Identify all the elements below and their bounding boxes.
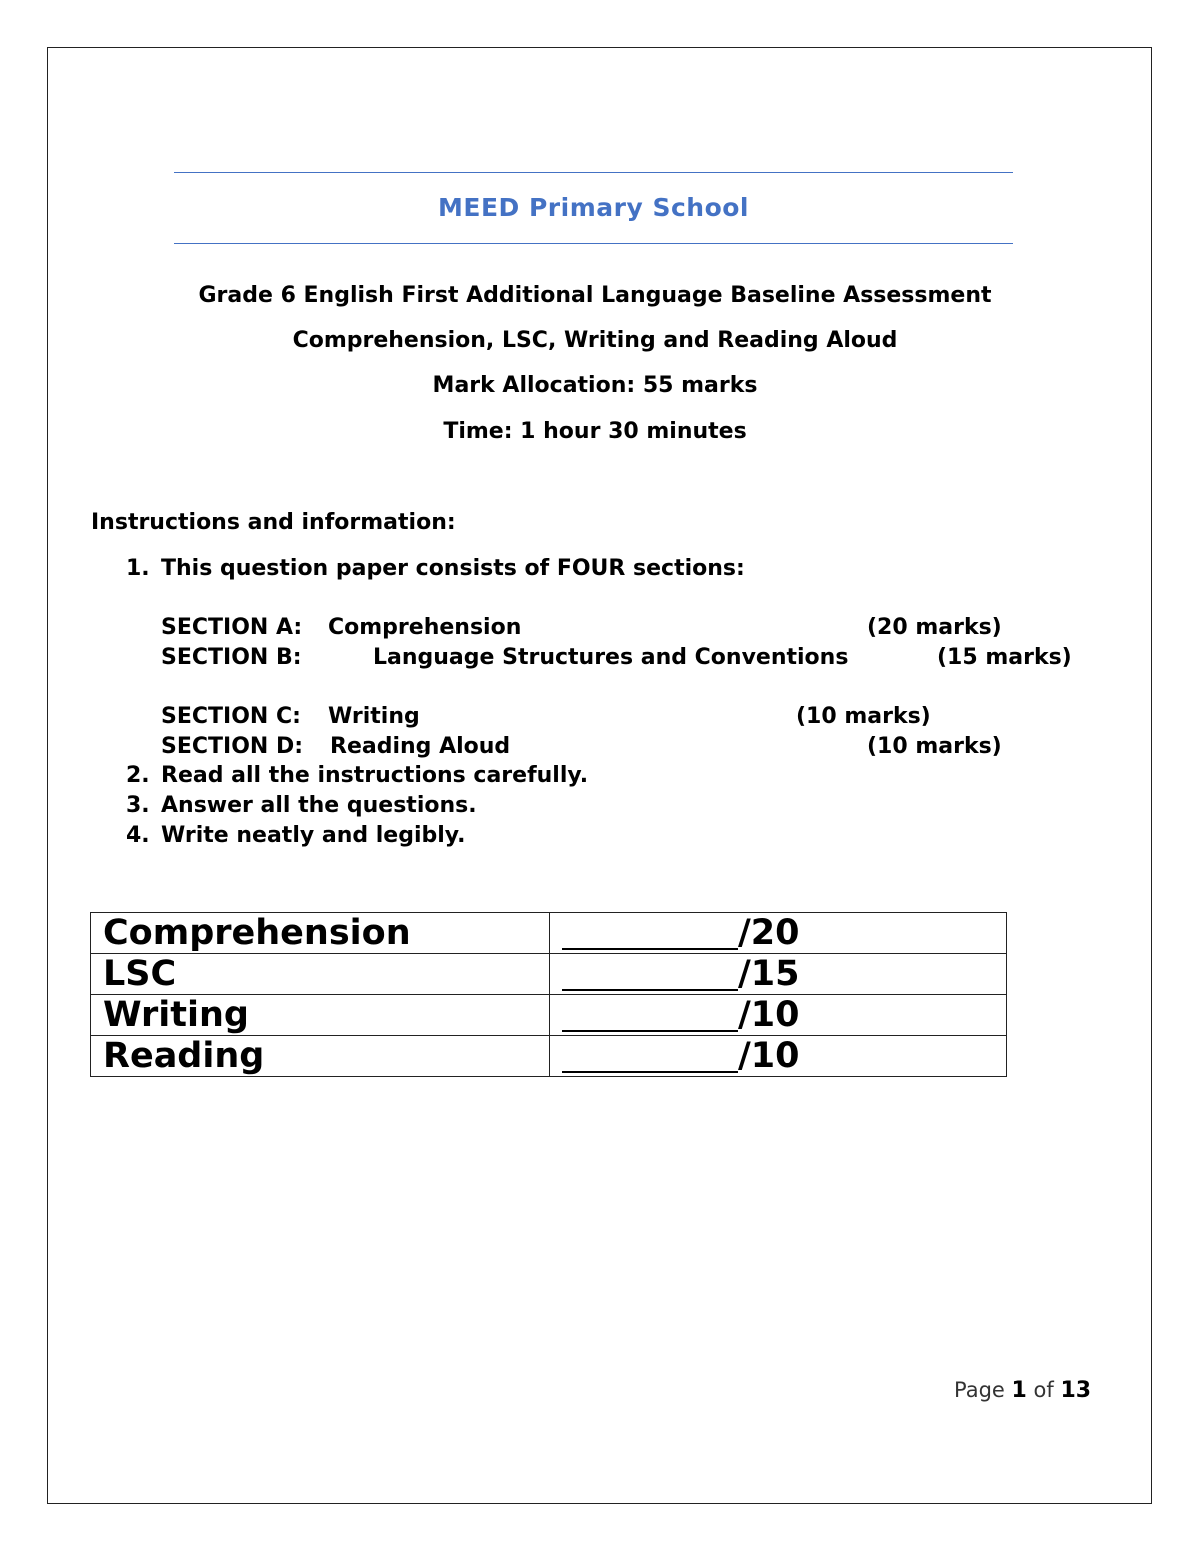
marks-label: Writing bbox=[91, 995, 550, 1036]
item-number: 2. bbox=[126, 763, 150, 788]
section-marks: (15 marks) bbox=[937, 645, 1072, 670]
marks-total: /10 bbox=[738, 1036, 800, 1076]
score-blank[interactable] bbox=[562, 996, 738, 1032]
table-row bbox=[91, 954, 1007, 995]
page-total: 13 bbox=[1060, 1378, 1092, 1403]
marks-cell[interactable] bbox=[550, 913, 1007, 954]
marks-label: Comprehension bbox=[91, 913, 550, 954]
marks-cell[interactable] bbox=[550, 995, 1007, 1036]
page-number bbox=[954, 1378, 1091, 1403]
marks-total: /15 bbox=[738, 954, 800, 994]
marks-label: Reading bbox=[91, 1036, 550, 1077]
item-number: 1. bbox=[126, 556, 150, 581]
score-blank[interactable] bbox=[562, 955, 738, 991]
table-row bbox=[91, 1036, 1007, 1077]
section-label: SECTION C: bbox=[161, 704, 301, 729]
assessment-subtitle: Comprehension, LSC, Writing and Reading Aloud bbox=[292, 328, 898, 353]
score-blank[interactable] bbox=[562, 1037, 738, 1073]
section-name: Reading Aloud bbox=[330, 734, 511, 759]
page-current: 1 bbox=[1011, 1378, 1027, 1403]
marks-total: /20 bbox=[738, 913, 800, 953]
item-number: 4. bbox=[126, 823, 150, 848]
table-row bbox=[91, 995, 1007, 1036]
header-rule-bottom bbox=[174, 243, 1013, 244]
assessment-title: Grade 6 English First Additional Language Baseline Assessment bbox=[198, 283, 992, 308]
instructions-title: Instructions and information: bbox=[91, 510, 456, 535]
marks-table bbox=[90, 912, 1007, 1077]
marks-total: /10 bbox=[738, 995, 800, 1035]
table-row bbox=[91, 913, 1007, 954]
section-marks: (10 marks) bbox=[796, 704, 931, 729]
marks-cell[interactable] bbox=[550, 1036, 1007, 1077]
section-marks: (10 marks) bbox=[867, 734, 1002, 759]
item-text: Answer all the questions. bbox=[161, 793, 477, 818]
marks-cell[interactable] bbox=[550, 954, 1007, 995]
marks-label: LSC bbox=[91, 954, 550, 995]
section-name: Comprehension bbox=[328, 615, 522, 640]
item-text: Write neatly and legibly. bbox=[161, 823, 466, 848]
section-name: Writing bbox=[328, 704, 420, 729]
school-name: MEED Primary School bbox=[437, 193, 749, 222]
section-name: Language Structures and Conventions bbox=[373, 645, 849, 670]
mark-allocation: Mark Allocation: 55 marks bbox=[432, 373, 758, 398]
header-rule-top bbox=[174, 172, 1013, 173]
time-allowed: Time: 1 hour 30 minutes bbox=[443, 419, 747, 444]
score-blank[interactable] bbox=[562, 914, 738, 950]
of-word: of bbox=[1033, 1378, 1054, 1402]
section-marks: (20 marks) bbox=[867, 615, 1002, 640]
item-text: This question paper consists of FOUR sections: bbox=[161, 556, 745, 581]
page-word: Page bbox=[954, 1378, 1005, 1402]
section-label: SECTION A: bbox=[161, 615, 303, 640]
item-number: 3. bbox=[126, 793, 150, 818]
section-label: SECTION B: bbox=[161, 645, 302, 670]
section-label: SECTION D: bbox=[161, 734, 304, 759]
item-text: Read all the instructions carefully. bbox=[161, 763, 589, 788]
